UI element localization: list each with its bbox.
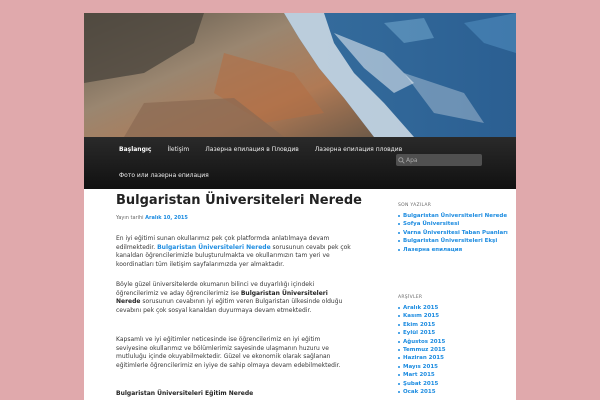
p2-text-before: Böyle güzel üniversitelerde okumanın bilinci ve duyarlılığı içindeki öğrencilerimiz ve aday öğrencilerimiz ise	[116, 281, 315, 297]
archive-link[interactable]: Eylül 2015	[398, 329, 508, 337]
search-input[interactable]	[406, 157, 476, 164]
p2-text-after: sorusunun cevabının iyi eğitim veren Bulgaristan ülkesinde olduğu cevabını pek çok sosyal kanaldan duyurmaya devam etmektedir.	[116, 298, 343, 314]
paragraph-2	[116, 281, 351, 315]
header-image[interactable]	[84, 13, 516, 137]
archive-link[interactable]: Kasım 2015	[398, 312, 508, 320]
recent-post-link[interactable]: Bulgaristan Üniversiteleri Ekşi	[398, 237, 508, 245]
recent-posts-widget	[398, 203, 508, 254]
archive-link[interactable]: Temmuz 2015	[398, 346, 508, 354]
archive-link[interactable]: Ağustos 2015	[398, 338, 508, 346]
archive-link[interactable]: Ocak 2015	[398, 388, 508, 396]
archive-link[interactable]: Mayıs 2015	[398, 363, 508, 371]
nav-item-laser-plovdiv[interactable]: Лазерна епилация в Пловдив	[205, 146, 299, 153]
subheading: Bulgaristan Üniversiteleri Eğitim Nerede	[116, 390, 254, 397]
paragraph-1	[116, 235, 351, 269]
nav-row-1	[111, 137, 410, 163]
archive-link[interactable]: Aralık 2015	[398, 304, 508, 312]
archive-link[interactable]: Ekim 2015	[398, 321, 508, 329]
nav-item-contact[interactable]: İletişim	[167, 146, 190, 153]
post-title[interactable]: Bulgaristan Üniversiteleri Nerede	[116, 193, 362, 208]
recent-post-link[interactable]: Bulgaristan Üniversiteleri Nerede	[398, 212, 508, 220]
search-icon[interactable]	[396, 154, 406, 166]
coastline-photo	[84, 13, 516, 137]
recent-posts-title: SON YAZILAR	[398, 203, 432, 208]
archives-widget	[398, 295, 508, 396]
page-container	[84, 13, 516, 400]
archive-link[interactable]: Haziran 2015	[398, 354, 508, 362]
nav-item-laser-plovdiv-2[interactable]: Лазерна епилация пловдив	[314, 146, 403, 153]
nav-item-photo-laser[interactable]: Фото или лазерна епилация	[119, 172, 209, 179]
nav-item-home[interactable]: Başlangıç	[119, 146, 152, 153]
main-navigation	[84, 137, 516, 189]
p1-link[interactable]: Bulgaristan Üniversiteleri Nerede	[157, 243, 271, 251]
archives-title: ARŞİVLER	[398, 295, 423, 300]
search-box[interactable]	[396, 154, 482, 166]
post-date-link[interactable]: Aralık 10, 2015	[145, 215, 188, 221]
archive-link[interactable]: Mart 2015	[398, 371, 508, 379]
recent-post-link[interactable]: Sofya Üniversitesi	[398, 220, 508, 228]
paragraph-3: Kapsamlı ve iyi eğitimler neticesinde ise öğrencilerimiz en iyi eğitim seviyesine okullarımız ve bölümlerimiz sayesinde ulaşmanın huzuru ve mutluluğu içinde okuyabilmektedir. Güzel ve ekonomik olarak sağlanan eğitimlerle öğrencilerimiz en iyiye de sahip olmaya devam edebilmektedir.	[116, 336, 341, 369]
p2-bold: Bulgaristan Üniversiteleri Nerede	[116, 289, 328, 306]
p1-text-after: sorusunun cevabı pek çok kanaldan öğrencilerimizle buluşturulmakta ve okullarımızın tam yeri ve koordinatları tüm iletişim sayfalarımızda yer almaktadır.	[116, 243, 351, 268]
archive-link[interactable]: Şubat 2015	[398, 380, 508, 388]
p1-text-before: En iyi eğitimi sunan okullarımız pek çok platformda anlatılmaya devam edilmektedir.	[116, 235, 330, 251]
meta-prefix: Yayın tarihi	[116, 215, 144, 221]
post-meta	[116, 215, 188, 221]
recent-post-link[interactable]: Лазерна епилация	[398, 246, 508, 254]
recent-post-link[interactable]: Varna Üniversitesi Taban Puanları	[398, 229, 508, 237]
nav-row-2	[111, 163, 217, 189]
